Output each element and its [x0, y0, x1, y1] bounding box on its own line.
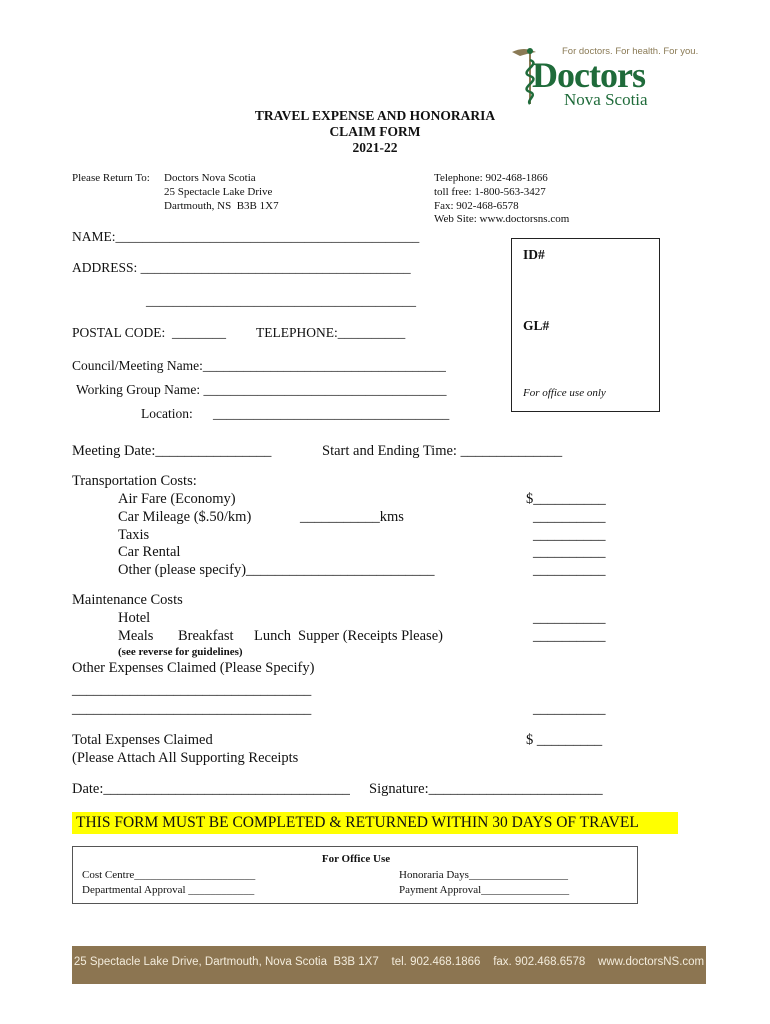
contact-fax: Fax: 902-468-6578	[434, 200, 519, 212]
contact-tollfree: toll free: 1-800-563-3427	[434, 186, 546, 198]
footer-contact-text: 25 Spectacle Lake Drive, Dartmouth, Nova Scotia B3B 1X7 tel. 902.468.1866 fax. 902.468.6578 www.doctorsNS.com	[73, 956, 705, 968]
council-meeting-field[interactable]: Council/Meeting Name:____________________________________	[72, 358, 446, 373]
supper-label: Supper (Receipts Please)	[298, 628, 443, 644]
return-to-label: Please Return To:	[72, 172, 150, 184]
mileage-amount-field[interactable]: __________	[533, 509, 606, 525]
lunch-label: Lunch	[254, 628, 292, 644]
hotel-amount-field[interactable]: __________	[533, 610, 606, 626]
total-expenses-label: Total Expenses Claimed	[72, 732, 213, 748]
total-amount-field[interactable]: $ _________	[526, 732, 603, 748]
departmental-approval-field[interactable]: Departmental Approval ____________	[82, 884, 255, 896]
meeting-date-field[interactable]: Meeting Date:________________	[72, 443, 272, 459]
contact-telephone: Telephone: 902-468-1866	[434, 172, 548, 184]
attach-receipts-note: (Please Attach All Supporting Receipts	[72, 750, 299, 766]
office-gl-label: GL#	[523, 318, 550, 333]
meals-label: Meals	[118, 628, 154, 644]
airfare-amount-field[interactable]: $__________	[526, 491, 606, 507]
car-rental-label: Car Rental	[118, 544, 181, 560]
logo-wordmark: Doctors	[532, 55, 645, 95]
kms-field[interactable]: ___________kms	[300, 509, 404, 525]
address-field-line2[interactable]: ________________________________________	[146, 293, 416, 308]
other-expenses-line1[interactable]: _________________________________	[72, 682, 312, 698]
taxis-label: Taxis	[118, 527, 150, 543]
postal-code-field[interactable]: POSTAL CODE: ________	[72, 325, 227, 340]
maintenance-heading: Maintenance Costs	[72, 592, 183, 608]
other-specify-field[interactable]: Other (please specify)__________________________	[118, 562, 435, 578]
footer-bar	[72, 946, 706, 984]
working-group-field[interactable]: Working Group Name: ____________________________________	[76, 382, 447, 397]
deadline-notice: THIS FORM MUST BE COMPLETED & RETURNED WITHIN 30 DAYS OF TRAVEL	[76, 814, 639, 831]
start-end-time-field[interactable]: Start and Ending Time: ______________	[322, 443, 563, 459]
return-address-line2: 25 Spectacle Lake Drive	[164, 186, 273, 198]
return-address-line3: Dartmouth, NS B3B 1X7	[164, 200, 279, 212]
date-field[interactable]: Date:__________________________________	[72, 781, 350, 797]
car-rental-amount-field[interactable]: __________	[533, 544, 606, 560]
logo-subtitle: Nova Scotia	[564, 90, 648, 109]
other-expenses-heading: Other Expenses Claimed (Please Specify)	[72, 660, 315, 676]
logo-tagline: For doctors. For health. For you.	[562, 46, 699, 57]
doctors-nova-scotia-logo	[508, 42, 699, 112]
address-field[interactable]: ADDRESS: ________________________________________	[72, 260, 411, 275]
telephone-field[interactable]: TELEPHONE:__________	[256, 325, 406, 340]
contact-website: Web Site: www.doctorsns.com	[434, 213, 570, 225]
signature-field[interactable]: Signature:________________________	[369, 781, 603, 797]
transportation-heading: Transportation Costs:	[72, 473, 197, 489]
other-expenses-line2[interactable]: _________________________________	[72, 701, 312, 717]
airfare-label: Air Fare (Economy)	[118, 491, 236, 507]
location-label: Location:	[141, 406, 193, 421]
meals-amount-field[interactable]: __________	[533, 628, 606, 644]
guidelines-note: (see reverse for guidelines)	[118, 646, 243, 658]
office-id-label: ID#	[523, 247, 545, 262]
name-field[interactable]: NAME:_____________________________________________	[72, 229, 420, 244]
breakfast-label: Breakfast	[178, 628, 234, 644]
office-use-box	[511, 238, 660, 412]
form-title-line2: CLAIM FORM	[329, 124, 421, 139]
location-field[interactable]: ___________________________________	[213, 406, 450, 421]
hotel-label: Hotel	[118, 610, 151, 626]
car-mileage-label: Car Mileage ($.50/km)	[118, 509, 252, 525]
other-amount-field[interactable]: __________	[533, 562, 606, 578]
cost-centre-field[interactable]: Cost Centre______________________	[82, 869, 256, 881]
taxis-amount-field[interactable]: __________	[533, 527, 606, 543]
return-address-line1: Doctors Nova Scotia	[164, 172, 256, 184]
form-title-line1: TRAVEL EXPENSE AND HONORARIA	[254, 108, 496, 123]
other-expenses-amount-field[interactable]: __________	[533, 701, 606, 717]
office-use-note: For office use only	[523, 387, 606, 399]
payment-approval-field[interactable]: Payment Approval________________	[399, 884, 570, 896]
honoraria-days-field[interactable]: Honoraria Days__________________	[399, 869, 568, 881]
office-use-title: For Office Use	[321, 853, 391, 865]
form-title-year: 2021-22	[352, 140, 398, 155]
office-use-section	[72, 846, 638, 904]
